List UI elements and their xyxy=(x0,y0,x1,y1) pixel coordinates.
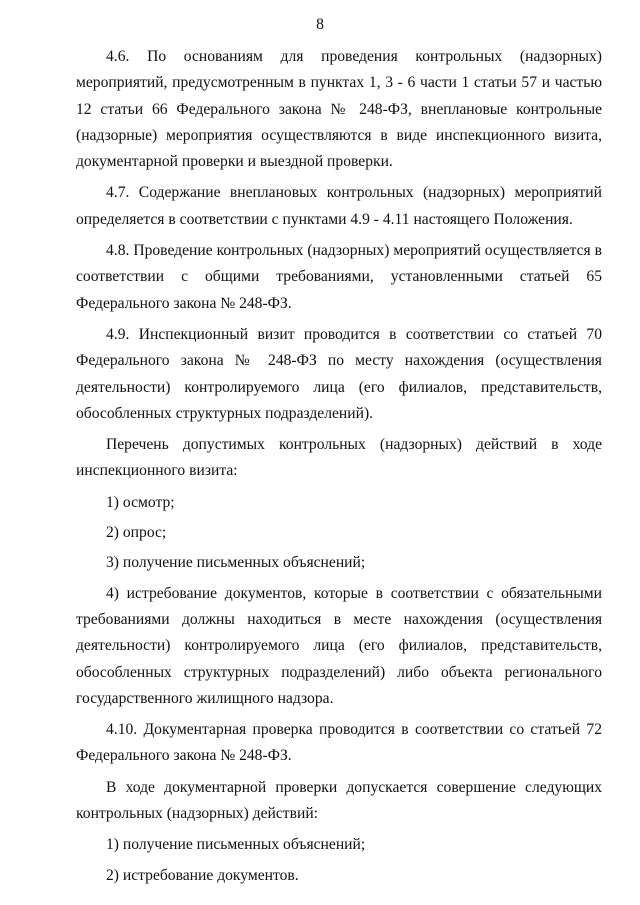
document-body xyxy=(76,44,602,893)
documentary-actions-intro: В ходе документарной проверки допускается совершение следующих контрольных (надзорных) действий: xyxy=(76,778,602,823)
paragraph-4-8: 4.8. Проведение контрольных (надзорных) мероприятий осуществляется в соответствии с общими требованиями, установленными статьей 65 Федерального закона № 248-ФЗ. xyxy=(76,242,602,312)
list-item: 1) осмотр; xyxy=(106,493,175,511)
paragraph-4-9: 4.9. Инспекционный визит проводится в соответствии со статьей 70 Федерального закона № 248-ФЗ по месту нахождения (осуществления деятельности) контролируемого лица (его филиалов, представительств, обособленных структурных подразделений). xyxy=(76,325,602,422)
list-item: 1) получение письменных объяснений; xyxy=(106,836,366,854)
list-item: 2) истребование документов. xyxy=(106,866,299,884)
page-number: 8 xyxy=(316,16,324,33)
list-item: 3) получение письменных объяснений; xyxy=(106,554,366,572)
list-item: 4) истребование документов, которые в соответствии с обязательными требованиями должны находиться в месте нахождения (осуществления деятельности) контролируемого лица (его филиалов, представительств, обособленных структурных подразделений) либо объекта регионального государственного жилищного надзора. xyxy=(76,584,602,707)
list-item: 2) опрос; xyxy=(106,524,167,542)
paragraph-4-7: 4.7. Содержание внеплановых контрольных (надзорных) мероприятий определяется в соответствии с пунктами 4.9 - 4.11 настоящего Положения. xyxy=(76,184,602,228)
paragraph-4-6: 4.6. По основаниям для проведения контрольных (надзорных) мероприятий, предусмотренным в пунктах 1, 3 - 6 части 1 статьи 57 и частью 12 статьи 66 Федерального закона № 248-ФЗ, внеплановые контрольные (надзорные) мероприятия осуществляются в виде инспекционного визита, документарной проверки и выездной проверки. xyxy=(76,48,602,171)
paragraph-4-10: 4.10. Документарная проверка проводится в соответствии со статьей 72 Федерального закона № 248-ФЗ. xyxy=(76,721,602,765)
inspection-actions-intro: Перечень допустимых контрольных (надзорных) действий в ходе инспекционного визита: xyxy=(76,436,602,480)
